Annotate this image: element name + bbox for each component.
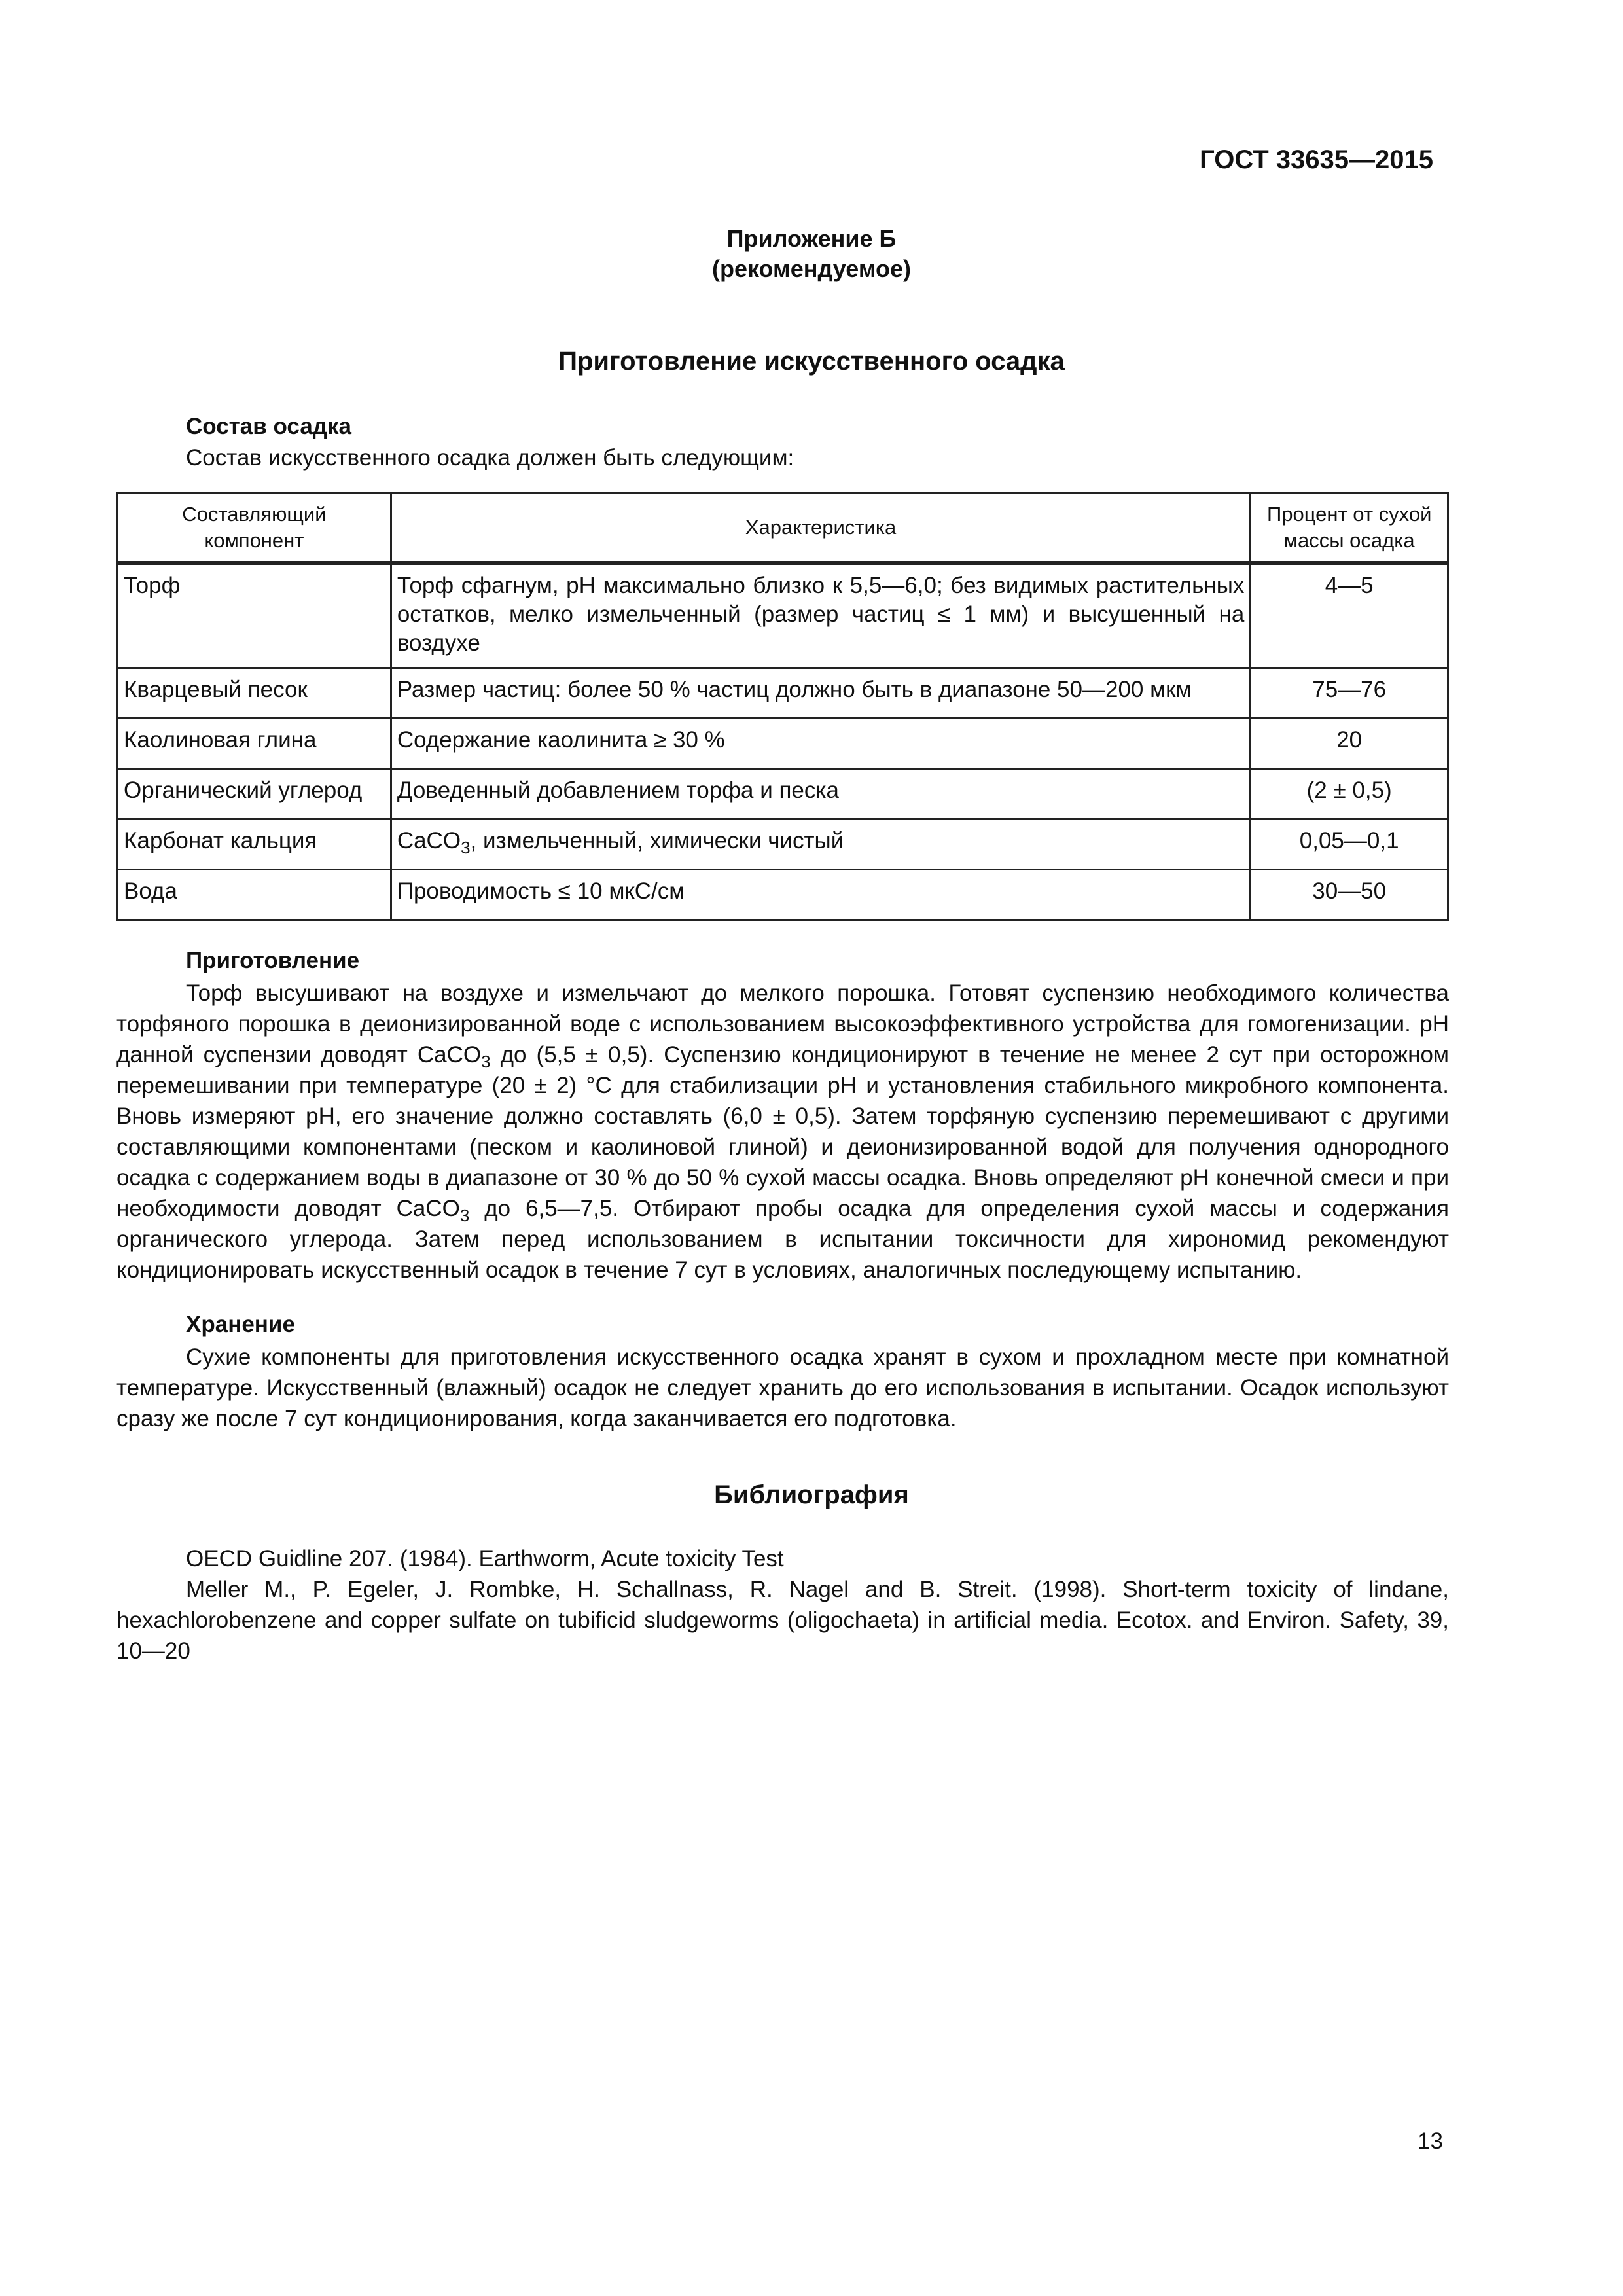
standard-number: ГОСТ 33635—2015: [1200, 145, 1433, 174]
appendix-name: Приложение Б: [726, 225, 897, 252]
component-cell: Карбонат кальция: [118, 819, 391, 870]
table-header-cell: Характеристика: [391, 493, 1251, 564]
percent-cell: 4—5: [1251, 563, 1448, 668]
percent-cell: 75—76: [1251, 668, 1448, 719]
percent-cell: (2 ± 0,5): [1251, 769, 1448, 819]
preparation-text: до 6,5—7,5. Отбирают пробы осадка для определения сухой массы и содержания органического углерода. Затем перед использованием в испытании токсичности для хирономид рекомендуют кондиционировать искусственный осадок в течение 7 сут в условиях, аналогичных последующему испытанию.: [116, 1196, 1449, 1283]
formula-text: CaCO: [397, 828, 461, 853]
component-cell: Органический углерод: [118, 769, 391, 819]
characteristic-cell: [391, 819, 1251, 870]
component-cell: Каолиновая глина: [118, 719, 391, 769]
bibliography-text: OECD Guidline 207. (1984). Earthworm, Acute toxicity Test: [186, 1546, 784, 1571]
appendix-status: (рекомендуемое): [712, 255, 911, 282]
formula-subscript: 3: [481, 1052, 491, 1071]
composition-heading: Состав осадка: [186, 414, 351, 439]
storage-paragraph: [116, 1342, 1449, 1434]
storage-heading: Хранение: [186, 1312, 295, 1337]
table-row: [118, 719, 1448, 769]
table-header-row: [118, 493, 1448, 564]
preparation-text: до (5,5 ± 0,5). Суспензию кондиционируют в течение не менее 2 сут при осторожном перемешивании при температуре (20 ± 2) °C для стабилизации pH и установления стабильного микробного компонента. Вновь измеряют pH, его значение должно составлять (6,0 ± 0,5). Затем торфяную суспензию перемешивают с другими составляющими компонентами (песком и каолиновой глиной) и деионизированной водой для получения однородного осадка с содержанием воды в диапазоне от 30 % до 50 % сухой массы осадка. Вновь определяют pH конечной смеси и при необходимости доводят CaCO: [116, 1042, 1449, 1221]
characteristic-cell: Торф сфагнум, pH максимально близко к 5,5—6,0; без видимых растительных остатков, мелко измельченный (размер частиц ≤ 1 мм) и высушенный на воздухе: [391, 563, 1251, 668]
table-row: [118, 563, 1448, 668]
component-cell: Кварцевый песок: [118, 668, 391, 719]
characteristic-cell: Доведенный добавлением торфа и песка: [391, 769, 1251, 819]
table-row: [118, 668, 1448, 719]
preparation-heading: Приготовление: [186, 948, 360, 973]
component-cell: Вода: [118, 870, 391, 920]
formula-subscript: 3: [459, 1206, 470, 1225]
characteristic-text: , измельченный, химически чистый: [470, 828, 844, 853]
composition-intro: Состав искусственного осадка должен быть следующим:: [186, 445, 794, 471]
table-row: [118, 819, 1448, 870]
composition-table: [116, 492, 1449, 921]
characteristic-cell: Размер частиц: более 50 % частиц должно быть в диапазоне 50—200 мкм: [391, 668, 1251, 719]
page-number: 13: [1418, 2128, 1443, 2154]
percent-cell: 30—50: [1251, 870, 1448, 920]
table-row: [118, 769, 1448, 819]
characteristic-cell: Содержание каолинита ≥ 30 %: [391, 719, 1251, 769]
bibliography-heading: Библиография: [714, 1480, 909, 1509]
appendix-heading: [0, 224, 1623, 284]
table-header-cell: Составляющий компонент: [118, 493, 391, 564]
storage-text: Сухие компоненты для приготовления искусственного осадка хранят в сухом и прохладном месте при комнатной температуре. Искусственный (влажный) осадок не следует хранить до его использования в испытании. Осадок используют сразу же после 7 сут кондиционирования, когда заканчивается его подготовка.: [116, 1344, 1449, 1431]
preparation-text: Торф высушивают на воздухе и измельчают до мелкого порошка. Готовят суспензию необходимого количества торфяного порошка в деионизированной воде с использованием высокоэффективного устройства для гомогенизации. pH данной суспензии доводят CaCO: [116, 980, 1449, 1067]
component-cell: Торф: [118, 563, 391, 668]
table-header-cell: Процент от сухой массы осадка: [1251, 493, 1448, 564]
bibliography-entry: [116, 1543, 1449, 1574]
percent-cell: 0,05—0,1: [1251, 819, 1448, 870]
section-title: Приготовление искусственного осадка: [558, 347, 1065, 376]
bibliography-entry: [116, 1574, 1449, 1666]
preparation-paragraph: [116, 978, 1449, 1285]
percent-cell: 20: [1251, 719, 1448, 769]
formula-subscript: 3: [461, 838, 471, 857]
characteristic-cell: Проводимость ≤ 10 мкС/см: [391, 870, 1251, 920]
bibliography-text: Meller M., P. Egeler, J. Rombke, H. Schallnass, R. Nagel and B. Streit. (1998). Short-term toxicity of lindane, hexachlorobenzene and copper sulfate on tubificid sludgeworms (oligochaeta) in artificial media. Ecotox. and Environ. Safety, 39, 10—20: [116, 1577, 1449, 1664]
table-row: [118, 870, 1448, 920]
